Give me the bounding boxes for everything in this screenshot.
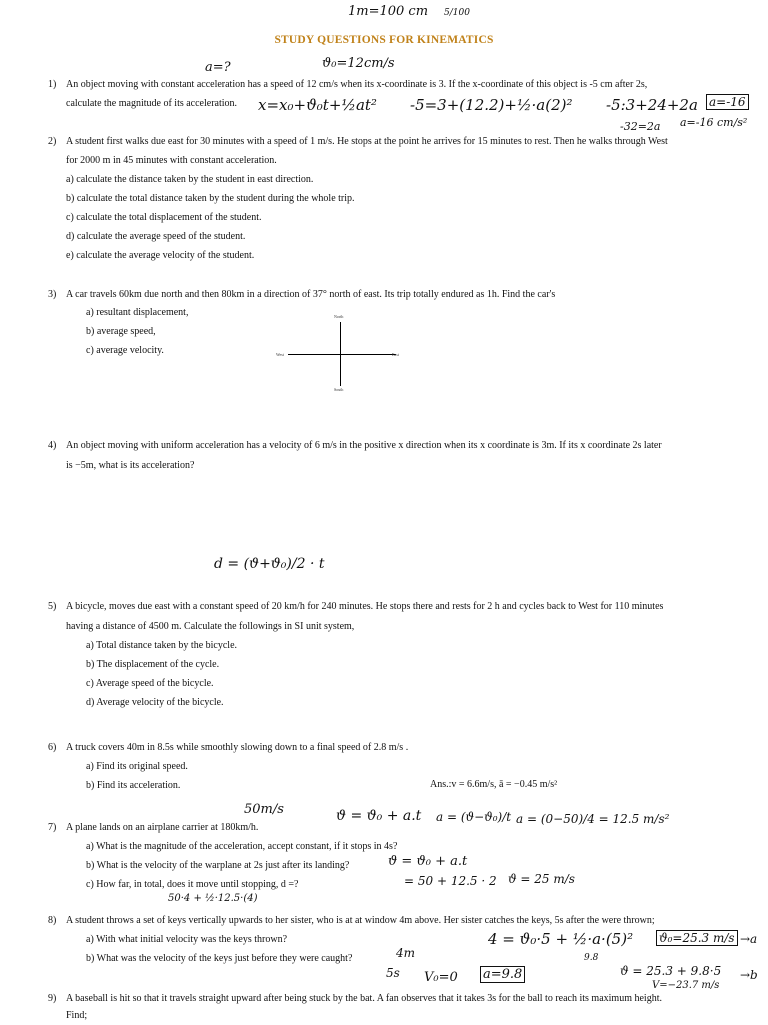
- q5-part-b: b) The displacement of the cycle.: [86, 659, 220, 670]
- q8-note-result: ϑ₀=25.3 m/s: [656, 930, 738, 946]
- question-1: 1) An object moving with constant acceleration has a speed of 12 cm/s when its x-coordinate is 3. If the x-coordinate of this object is -5 cm after 2s,: [48, 79, 648, 90]
- q1-note-step: -5:3+24+2a: [606, 96, 698, 114]
- q5-part-d: d) Average velocity of the bicycle.: [86, 697, 224, 708]
- q7-note-b3: ϑ = 25 m/s: [508, 872, 575, 886]
- q1-note-a: a=?: [205, 60, 231, 75]
- q7-note-c: 50·4 + ½·12.5·(4): [168, 893, 258, 904]
- q7-note-b1: ϑ = ϑ₀ + a.t: [388, 854, 468, 869]
- q1-line1: An object moving with constant acceleration has a speed of 12 cm/s when its x-coordinate is 3. If the x-coordinate of this object is -5 cm after 2s,: [66, 79, 648, 90]
- q8-note-b-result: V=−23.7 m/s: [652, 980, 720, 991]
- q7-part-b: b) What is the velocity of the warplane at 2s just after its landing?: [86, 860, 350, 871]
- q8-note-eq: 4 = ϑ₀·5 + ½·a·(5)²: [488, 930, 634, 948]
- question-2: 2) A student first walks due east for 30 minutes with a speed of 1 m/s. He stops at the point he arrives for 15 minutes to rest. Then he walks through West: [48, 136, 668, 147]
- page-title: STUDY QUESTIONS FOR KINEMATICS: [274, 34, 494, 46]
- question-9: 9) A baseball is hit so that it travels straight upward after being stuck by the bat. A fan observes that it takes 3s for the ball to reach its maximum height.: [48, 993, 662, 1004]
- q7-note-eq3: a = (0−50)/4 = 12.5 m/s²: [516, 812, 670, 826]
- q7-part-a: a) What is the magnitude of the acceleration, accept constant, if it stops in 4s?: [86, 841, 398, 852]
- q1-note-equation: x=x₀+ϑ₀t+½at²: [258, 96, 377, 114]
- q6-part-b: b) Find its acceleration.: [86, 780, 181, 791]
- question-7: 7) A plane lands on an airplane carrier at 180km/h.: [48, 822, 259, 833]
- q8-part-b: b) What was the velocity of the keys just before they were caught?: [86, 953, 353, 964]
- question-5-line2: having a distance of 4500 m. Calculate the followings in SI unit system,: [66, 621, 355, 632]
- q3-part-c: c) average velocity.: [86, 345, 164, 356]
- q1-note-v0: ϑ₀=12cm/s: [322, 56, 395, 71]
- q8-note-b-arrow: →b: [740, 968, 758, 982]
- q3-part-b: b) average speed,: [86, 326, 156, 337]
- q8-note-a: a=9.8: [480, 966, 525, 983]
- question-6: 6) A truck covers 40m in 8.5s while smoothly slowing down to a final speed of 2.8 m/s .: [48, 742, 409, 753]
- q2-part-e: e) calculate the average velocity of the student.: [66, 250, 255, 261]
- q3-axis-west: West: [276, 352, 284, 357]
- q3-part-a: a) resultant displacement,: [86, 307, 189, 318]
- q7-part-c: c) How far, in total, does it move until stopping, d =?: [86, 879, 299, 890]
- conversion-note: 1m=100 cm: [348, 4, 429, 19]
- question-1-line2: calculate the magnitude of its acceleration.: [66, 98, 238, 109]
- q1-note-step2: -32=2a: [620, 120, 661, 133]
- q6-answer: Ans.:v = 6.6m/s, ā = −0.45 m/s²: [430, 779, 558, 790]
- q7-note-eq2: a = (ϑ−ϑ₀)/t: [436, 810, 512, 824]
- q3-axis-east: East: [392, 352, 399, 357]
- q1-note-final: a=-16 cm/s²: [680, 116, 748, 129]
- q8-note-result-a: →a: [740, 932, 758, 946]
- q5-part-a: a) Total distance taken by the bicycle.: [86, 640, 238, 651]
- q1-note-substitution: -5=3+(12.2)+½·a(2)²: [410, 96, 573, 114]
- q3-axis-horizontal: [288, 354, 396, 355]
- q2-part-d: d) calculate the average speed of the student.: [66, 231, 246, 242]
- q7-note-eq1: ϑ = ϑ₀ + a.t: [336, 808, 422, 824]
- fraction-note: 5/100: [444, 8, 470, 18]
- q8-note-b: ϑ = 25.3 + 9.8·5: [620, 964, 722, 978]
- question-2-line2: for 2000 m in 45 minutes with constant acceleration.: [66, 155, 277, 166]
- q2-part-a: a) calculate the distance taken by the student in east direction.: [66, 174, 314, 185]
- q4-note: d = (ϑ+ϑ₀)/2 · t: [214, 556, 325, 572]
- question-9-line2: Find;: [66, 1010, 88, 1021]
- q8-part-a: a) With what initial velocity was the keys thrown?: [86, 934, 288, 945]
- q7-note-50: 50m/s: [244, 802, 284, 817]
- question-8: 8) A student throws a set of keys vertically upwards to her sister, who is at at window 4m above. Her sister catches the keys, 5s after the were thrown;: [48, 915, 655, 926]
- q5-part-c: c) Average speed of the bicycle.: [86, 678, 214, 689]
- question-3: 3) A car travels 60km due north and then 80km in a direction of 37° north of east. Its trip totally endured as 1h. Find the car's: [48, 289, 556, 300]
- question-5: 5) A bicycle, moves due east with a constant speed of 20 km/h for 240 minutes. He stops there and rests for 2 h and cycles back to West for 110 minutes: [48, 601, 664, 612]
- question-4: 4) An object moving with uniform acceleration has a velocity of 6 m/s in the positive x direction when its x coordinate is 3m. If its x coordinate 2s later: [48, 440, 662, 451]
- q3-axis-north: North: [334, 314, 344, 319]
- q1-note-result: a=-16: [706, 94, 749, 110]
- question-4-line2: is −5m, what is its acceleration?: [66, 460, 195, 471]
- q3-axis-south: South: [334, 387, 344, 392]
- q2-part-c: c) calculate the total displacement of the student.: [66, 212, 262, 223]
- q8-note-98: 9.8: [584, 953, 599, 963]
- q8-note-time: 5s: [386, 966, 400, 980]
- q2-part-b: b) calculate the total distance taken by the student during the whole trip.: [66, 193, 355, 204]
- q8-note-height: 4m: [396, 946, 416, 960]
- q8-note-v0: V₀=0: [424, 970, 458, 985]
- q6-part-a: a) Find its original speed.: [86, 761, 188, 772]
- q7-note-b2: = 50 + 12.5 · 2: [404, 874, 497, 888]
